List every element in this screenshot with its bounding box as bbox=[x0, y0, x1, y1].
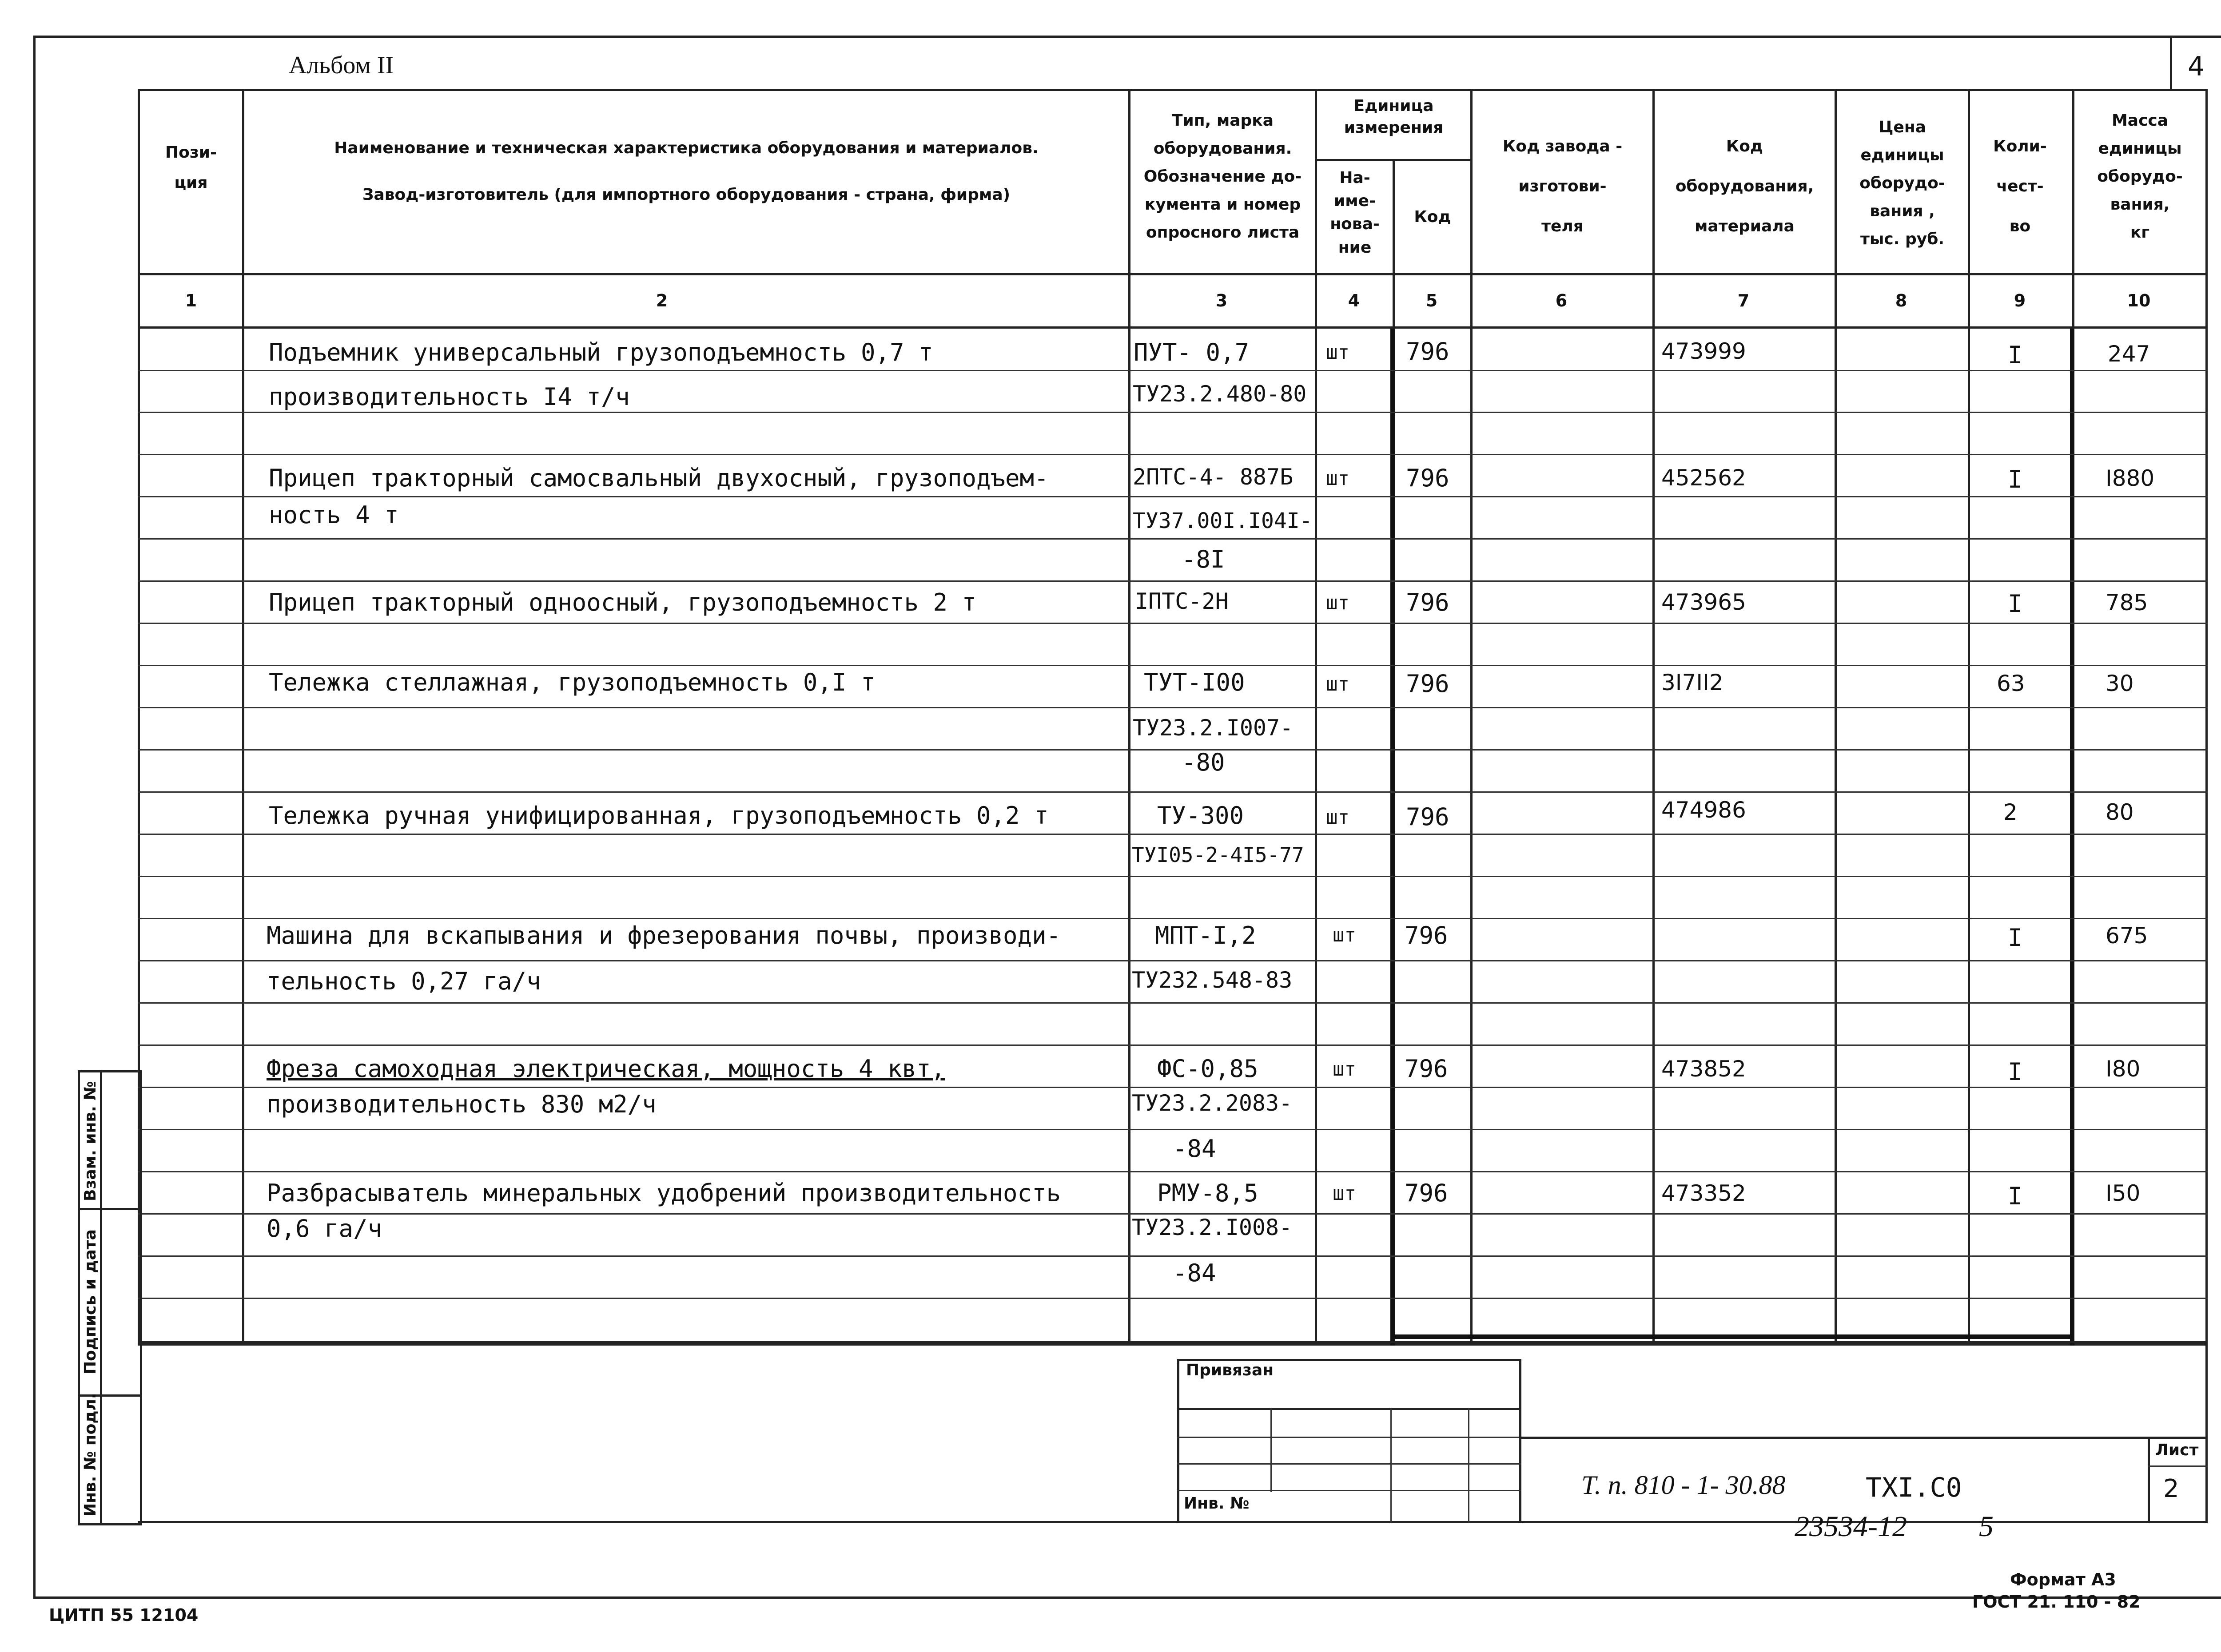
row-unit-code: 796 bbox=[1406, 670, 1449, 698]
row-type: МПТ-I,2 bbox=[1155, 921, 1256, 949]
col-header-name: Наименование и техническая характеристика оборудования и материалов. bbox=[334, 139, 1039, 157]
row-name: Прицеп тракторный одноосный, грузоподъемность 2 т bbox=[269, 588, 977, 616]
row-mass: 247 bbox=[2108, 341, 2150, 367]
row-equipment-code: 474986 bbox=[1661, 797, 1746, 823]
row-equipment-code: 452562 bbox=[1661, 465, 1746, 491]
archive-number: 23534-12 bbox=[1795, 1510, 1907, 1543]
side-stamp-signature: Подпись и дата bbox=[81, 1229, 100, 1374]
col-header-unit-code: Код bbox=[1414, 208, 1451, 226]
row-doc-cont: -80 bbox=[1182, 748, 1225, 776]
col-number: 3 bbox=[1215, 291, 1228, 310]
row-equipment-code: 473852 bbox=[1661, 1056, 1746, 1082]
row-mass: I880 bbox=[2106, 465, 2155, 491]
row-unit-code: 796 bbox=[1405, 1055, 1448, 1083]
row-name-cont: тельность 0,27 га/ч bbox=[267, 967, 541, 995]
row-unit: шт bbox=[1326, 673, 1349, 695]
row-doc: ТУ232.548-83 bbox=[1132, 967, 1293, 993]
row-unit: шт bbox=[1326, 592, 1349, 614]
col-header-plant-code: Код завода - изготови- теля bbox=[1502, 137, 1623, 235]
row-mass: I50 bbox=[2106, 1180, 2141, 1206]
row-unit: шт bbox=[1326, 341, 1349, 364]
row-quantity: I bbox=[2008, 341, 2022, 369]
row-quantity: 63 bbox=[1997, 671, 2025, 696]
col-number: 2 bbox=[656, 291, 668, 310]
row-doc-cont: -84 bbox=[1173, 1259, 1216, 1287]
col-number: 4 bbox=[1348, 291, 1360, 310]
row-quantity: I bbox=[2008, 465, 2022, 493]
row-name: Разбрасыватель минеральных удобрений производительность bbox=[267, 1179, 1061, 1207]
stamp-bound-label: Привязан bbox=[1186, 1361, 1274, 1379]
row-mass: 80 bbox=[2106, 799, 2134, 825]
row-type: ТУ-300 bbox=[1157, 802, 1244, 830]
row-type: IПТС-2Н bbox=[1135, 588, 1229, 614]
col-header-type: Тип, марка оборудования. Обозначение до- кумента и номер опросного листа bbox=[1143, 111, 1302, 242]
col-header-unit-name: На- име- нова- ние bbox=[1330, 169, 1380, 257]
row-mass: 30 bbox=[2106, 671, 2134, 696]
archive-sheet: 5 bbox=[1979, 1510, 1994, 1543]
row-unit-code: 796 bbox=[1405, 1179, 1448, 1207]
sheet-label: Лист bbox=[2155, 1441, 2199, 1459]
format-label: Формат А3 bbox=[2010, 1570, 2116, 1589]
row-unit-code: 796 bbox=[1406, 588, 1449, 616]
row-quantity: I bbox=[2008, 924, 2022, 952]
col-number: 1 bbox=[185, 291, 197, 310]
row-name: Фреза самоходная электрическая, мощность 4 квт, bbox=[267, 1055, 946, 1083]
row-name: Машина для вскапывания и фрезерования почвы, производи- bbox=[267, 921, 1061, 949]
row-unit-code: 796 bbox=[1405, 921, 1448, 949]
printer-code: ЦИТП 55 12104 bbox=[49, 1605, 199, 1625]
row-mass: 785 bbox=[2106, 590, 2148, 616]
row-unit: шт bbox=[1333, 1058, 1356, 1080]
col-number: 5 bbox=[1425, 291, 1438, 310]
col-number: 9 bbox=[2014, 291, 2026, 310]
row-unit-code: 796 bbox=[1406, 338, 1449, 365]
col-header-position: Пози- ция bbox=[165, 143, 217, 192]
row-type: РМУ-8,5 bbox=[1157, 1179, 1258, 1207]
sheet-number: 2 bbox=[2163, 1474, 2179, 1503]
row-unit: шт bbox=[1333, 1182, 1356, 1205]
row-equipment-code: 473965 bbox=[1661, 589, 1746, 615]
col-number: 7 bbox=[1737, 291, 1750, 310]
row-mass: I80 bbox=[2106, 1056, 2141, 1082]
row-doc: ТУ23.2.I008- bbox=[1132, 1215, 1293, 1240]
row-quantity: I bbox=[2008, 590, 2022, 618]
row-doc: ТУ23.2.I007- bbox=[1133, 715, 1294, 741]
col-number: 8 bbox=[1895, 291, 1907, 310]
row-name-cont: производительность 830 м2/ч bbox=[267, 1090, 657, 1118]
row-quantity: 2 bbox=[2003, 799, 2018, 825]
row-quantity: I bbox=[2008, 1182, 2022, 1210]
row-type: ФС-0,85 bbox=[1157, 1055, 1258, 1083]
row-unit: шт bbox=[1333, 924, 1356, 946]
row-unit: шт bbox=[1326, 467, 1349, 490]
col-number: 10 bbox=[2127, 291, 2151, 310]
row-unit-code: 796 bbox=[1406, 803, 1449, 831]
side-stamp-replace: Взам. инв. № bbox=[81, 1081, 100, 1201]
row-quantity: I bbox=[2008, 1058, 2022, 1086]
col-header-price: Цена единицы оборудо- вания , тыс. руб. bbox=[1859, 118, 1945, 248]
row-type: ПУТ- 0,7 bbox=[1134, 338, 1250, 366]
gost-label: ГОСТ 21. 110 - 82 bbox=[1972, 1592, 2141, 1612]
row-mass: 675 bbox=[2106, 923, 2148, 949]
sheet-corner-number: 4 bbox=[2188, 51, 2205, 82]
row-type: ТУТ-I00 bbox=[1144, 668, 1245, 696]
row-name-cont: ность 4 т bbox=[269, 501, 399, 529]
row-doc: ТУI05-2-4I5-77 bbox=[1132, 843, 1304, 867]
row-doc-cont: -84 bbox=[1173, 1135, 1216, 1163]
row-name-cont: 0,6 га/ч bbox=[267, 1215, 382, 1243]
col-header-quantity: Коли- чест- во bbox=[1993, 137, 2047, 235]
stamp-inv-label: Инв. № bbox=[1184, 1494, 1250, 1513]
row-equipment-code: 473999 bbox=[1661, 338, 1746, 364]
col-header-plant: Завод-изготовитель (для импортного оборудования - страна, фирма) bbox=[362, 186, 1011, 204]
col-header-mass: Масса единицы оборудо- вания, кг bbox=[2097, 111, 2183, 242]
row-name-cont: производительность I4 т/ч bbox=[269, 383, 630, 411]
row-name: Прицеп тракторный самосвальный двухосный, грузоподъем- bbox=[269, 464, 1049, 492]
side-stamp-inventory: Инв. № подл. bbox=[81, 1393, 100, 1517]
row-doc-cont: -8I bbox=[1182, 545, 1225, 573]
row-equipment-code: 3I7II2 bbox=[1661, 670, 1723, 695]
row-type: 2ПТС-4- 887Б bbox=[1133, 464, 1294, 490]
row-equipment-code: 473352 bbox=[1661, 1180, 1746, 1206]
row-doc: ТУ23.2.480-80 bbox=[1133, 381, 1307, 407]
col-header-unit: Единица измерения bbox=[1344, 97, 1444, 137]
row-name: Тележка стеллажная, грузоподъемность 0,I т bbox=[269, 668, 876, 696]
col-number: 6 bbox=[1555, 291, 1568, 310]
document-code: ТХI.С0 bbox=[1866, 1472, 1962, 1503]
album-title: Альбом II bbox=[289, 52, 394, 79]
row-unit: шт bbox=[1326, 806, 1349, 829]
row-doc: ТУ23.2.2083- bbox=[1132, 1090, 1293, 1116]
row-doc: ТУ37.00I.I04I- bbox=[1133, 508, 1313, 533]
row-unit-code: 796 bbox=[1406, 464, 1449, 492]
row-name: Тележка ручная унифицированная, грузоподъемность 0,2 т bbox=[269, 802, 1049, 830]
row-name: Подъемник универсальный грузоподъемность 0,7 т bbox=[269, 338, 933, 366]
project-number-handwritten: Т. п. 810 - 1- 30.88 bbox=[1581, 1470, 1786, 1500]
col-header-equipment-code: Код оборудования, материала bbox=[1675, 137, 1814, 235]
